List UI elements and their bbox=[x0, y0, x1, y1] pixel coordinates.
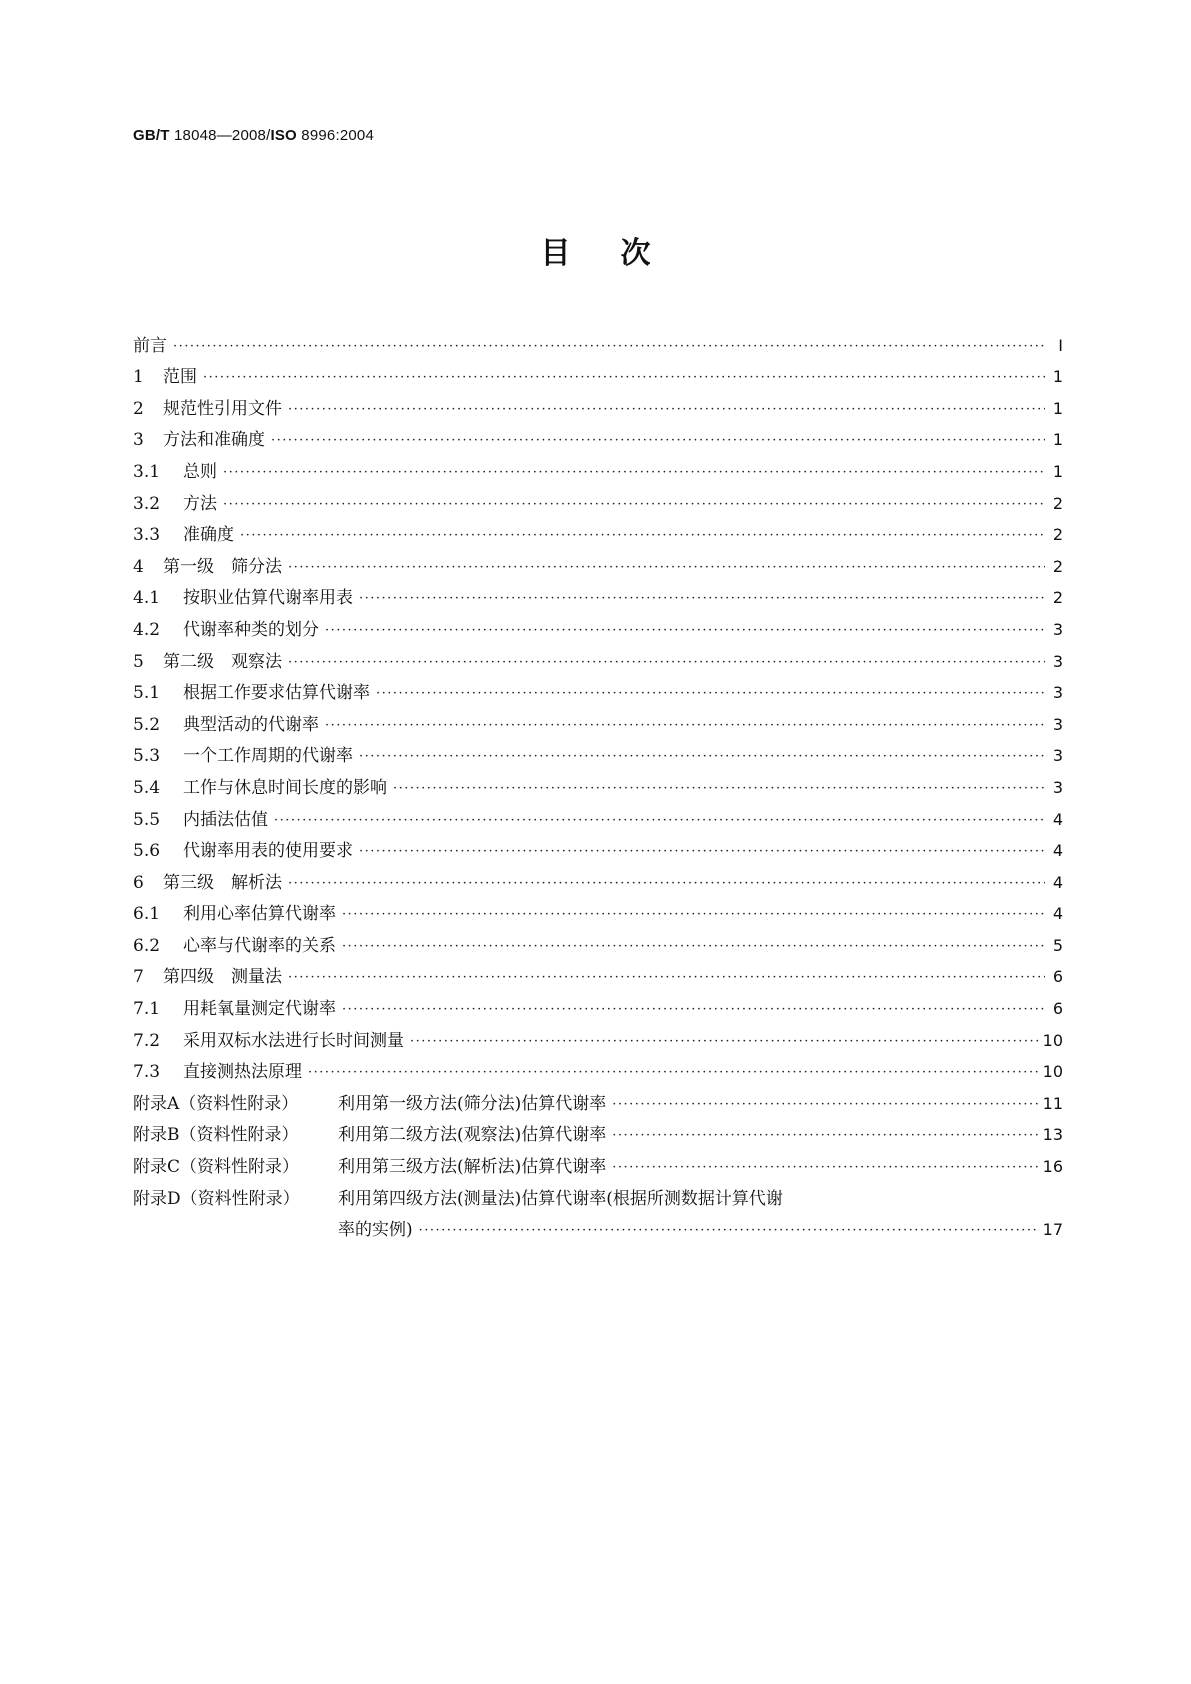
toc-leader-dots bbox=[612, 1098, 1038, 1111]
toc-entry-number: 7.3 bbox=[133, 1062, 161, 1083]
toc-entry-number: 4 bbox=[133, 556, 144, 577]
toc-entry-title: 典型活动的代谢率 bbox=[183, 714, 319, 735]
toc-entry[interactable] bbox=[133, 514, 1063, 546]
toc-entry-lead bbox=[133, 430, 265, 450]
table-of-contents bbox=[133, 324, 1063, 1240]
toc-entry[interactable] bbox=[133, 735, 1063, 767]
toc-entry-lead bbox=[133, 557, 282, 577]
toc-entry-page: 3 bbox=[1052, 714, 1063, 734]
toc-entry-number: 5.6 bbox=[133, 841, 161, 862]
toc-entry-title: 心率与代谢率的关系 bbox=[183, 935, 336, 956]
toc-entry-title: 用耗氧量测定代谢率 bbox=[183, 999, 336, 1020]
toc-entry-page: 17 bbox=[1042, 1220, 1063, 1240]
toc-entry-page: 11 bbox=[1042, 1093, 1063, 1113]
toc-entry[interactable] bbox=[133, 1051, 1063, 1083]
toc-entry-lead bbox=[133, 462, 217, 482]
toc-entry-lead bbox=[133, 873, 282, 893]
toc-entry-title: 利用第三级方法(解析法)估算代谢率 bbox=[338, 1157, 607, 1178]
toc-entry-number: 6.1 bbox=[133, 904, 161, 925]
toc-entry-lead bbox=[133, 1189, 783, 1209]
toc-entry[interactable] bbox=[133, 482, 1063, 514]
toc-entry-number: 7.2 bbox=[133, 1030, 161, 1051]
toc-entry-title: 第三级 解析法 bbox=[163, 872, 282, 893]
toc-entry-lead bbox=[133, 904, 336, 924]
standard-code-iso: ISO bbox=[270, 127, 297, 144]
toc-leader-dots bbox=[288, 403, 1045, 416]
toc-entry-lead bbox=[133, 336, 167, 356]
toc-entry[interactable] bbox=[133, 1019, 1063, 1051]
toc-leader-dots bbox=[288, 656, 1045, 669]
toc-leader-dots bbox=[223, 498, 1045, 511]
toc-entry-lead bbox=[133, 525, 234, 545]
toc-entry-page: 2 bbox=[1052, 588, 1063, 608]
toc-entry-title: 第四级 测量法 bbox=[163, 967, 282, 988]
toc-leader-dots bbox=[410, 1035, 1039, 1048]
toc-entry-page: 4 bbox=[1052, 841, 1063, 861]
toc-entry-page: 4 bbox=[1052, 872, 1063, 892]
toc-entry[interactable] bbox=[133, 387, 1063, 419]
toc-entry-number: 5.1 bbox=[133, 683, 161, 704]
toc-entry-number: 5.3 bbox=[133, 746, 161, 767]
toc-entry-page: 13 bbox=[1042, 1125, 1063, 1145]
toc-entry-number: 7.1 bbox=[133, 999, 161, 1020]
toc-leader-dots bbox=[419, 1224, 1039, 1237]
toc-leader-dots bbox=[223, 466, 1045, 479]
toc-leader-dots bbox=[342, 1003, 1045, 1016]
toc-entry-page: 2 bbox=[1052, 493, 1063, 513]
toc-entry-title: 按职业估算代谢率用表 bbox=[183, 588, 353, 609]
toc-entry[interactable] bbox=[133, 861, 1063, 893]
toc-entry-title: 准确度 bbox=[183, 525, 234, 546]
toc-leader-dots bbox=[612, 1161, 1038, 1174]
toc-entry-lead bbox=[133, 1062, 302, 1082]
toc-leader-dots bbox=[359, 592, 1045, 605]
toc-leader-dots bbox=[271, 434, 1045, 447]
toc-leader-dots bbox=[359, 750, 1045, 763]
toc-leader-dots bbox=[288, 971, 1045, 984]
toc-entry-number: 5.4 bbox=[133, 777, 161, 798]
toc-entry-appendix-d-continued[interactable] bbox=[133, 1209, 1063, 1241]
toc-entry-number: 附录D（资料性附录） bbox=[133, 1188, 300, 1209]
toc-entry[interactable] bbox=[133, 956, 1063, 988]
standard-code-number: 18048—2008/ bbox=[169, 127, 271, 144]
toc-entry-number: 3.2 bbox=[133, 493, 161, 514]
toc-entry[interactable] bbox=[133, 608, 1063, 640]
toc-entry-lead bbox=[133, 494, 217, 514]
toc-entry[interactable] bbox=[133, 577, 1063, 609]
toc-leader-dots bbox=[288, 561, 1045, 574]
toc-entry-page: 1 bbox=[1052, 398, 1063, 418]
toc-entry-page: 3 bbox=[1052, 746, 1063, 766]
toc-entry-title: 规范性引用文件 bbox=[163, 398, 282, 419]
toc-entry-lead bbox=[133, 810, 268, 830]
toc-entry-lead bbox=[133, 841, 353, 861]
toc-entry[interactable] bbox=[133, 987, 1063, 1019]
toc-entry-lead bbox=[133, 999, 336, 1019]
toc-entry-title: 根据工作要求估算代谢率 bbox=[183, 683, 370, 704]
toc-entry[interactable] bbox=[133, 324, 1063, 356]
toc-entry-title: 直接测热法原理 bbox=[183, 1062, 302, 1083]
toc-entry-number: 5.2 bbox=[133, 714, 161, 735]
toc-entry[interactable] bbox=[133, 640, 1063, 672]
toc-leader-dots bbox=[376, 687, 1045, 700]
toc-leader-dots bbox=[359, 845, 1045, 858]
toc-entry[interactable] bbox=[133, 766, 1063, 798]
toc-entry-title: 代谢率种类的划分 bbox=[183, 619, 319, 640]
toc-leader-dots bbox=[173, 340, 1045, 353]
toc-entry-page: 3 bbox=[1052, 683, 1063, 703]
toc-entry-number: 附录C（资料性附录） bbox=[133, 1157, 300, 1178]
toc-entry-page: 1 bbox=[1052, 461, 1063, 481]
standard-code-prefix: GB/T bbox=[133, 127, 170, 144]
toc-entry-number: 2 bbox=[133, 398, 144, 419]
page-title: 目次 bbox=[540, 236, 701, 271]
toc-entry-page: 1 bbox=[1052, 367, 1063, 387]
toc-entry-lead bbox=[133, 1157, 606, 1177]
standard-code-iso-number: 8996:2004 bbox=[296, 127, 374, 144]
toc-leader-dots bbox=[308, 1066, 1039, 1079]
toc-entry-lead bbox=[133, 746, 353, 766]
toc-entry-lead bbox=[133, 715, 319, 735]
toc-entry-title: 工作与休息时间长度的影响 bbox=[183, 777, 387, 798]
toc-entry-lead bbox=[133, 1125, 606, 1145]
toc-entry[interactable] bbox=[133, 830, 1063, 862]
toc-entry-title: 内插法估值 bbox=[183, 809, 268, 830]
toc-entry[interactable] bbox=[133, 419, 1063, 451]
toc-entry-page: 5 bbox=[1052, 935, 1063, 955]
toc-entry-title: 前言 bbox=[133, 335, 167, 356]
toc-entry-page: 2 bbox=[1052, 556, 1063, 576]
toc-entry-lead bbox=[133, 620, 319, 640]
toc-entry-number: 附录A（资料性附录） bbox=[133, 1093, 299, 1114]
toc-entry[interactable] bbox=[133, 1114, 1063, 1146]
toc-entry-lead bbox=[133, 588, 353, 608]
toc-entry-title: 总则 bbox=[183, 461, 217, 482]
toc-entry[interactable] bbox=[133, 924, 1063, 956]
toc-leader-dots bbox=[325, 624, 1045, 637]
toc-entry-lead bbox=[133, 936, 336, 956]
toc-entry-number: 3 bbox=[133, 430, 144, 451]
toc-entry-lead bbox=[133, 778, 387, 798]
toc-entry-number: 5 bbox=[133, 651, 144, 672]
toc-entry-title: 第一级 筛分法 bbox=[163, 556, 282, 577]
toc-entry[interactable] bbox=[133, 545, 1063, 577]
toc-entry-title: 率的实例) bbox=[338, 1220, 413, 1241]
toc-entry-title: 第二级 观察法 bbox=[163, 651, 282, 672]
toc-entry-page: 2 bbox=[1052, 525, 1063, 545]
toc-entry-lead bbox=[133, 1094, 606, 1114]
toc-entry-number: 5.5 bbox=[133, 809, 161, 830]
toc-entry-title: 范围 bbox=[163, 367, 197, 388]
toc-entry[interactable] bbox=[133, 450, 1063, 482]
toc-leader-dots bbox=[288, 877, 1045, 890]
toc-entry-number: 1 bbox=[133, 367, 144, 388]
toc-entry-title: 方法和准确度 bbox=[163, 430, 265, 451]
toc-entry-number: 3.3 bbox=[133, 525, 161, 546]
toc-entry-title: 利用心率估算代谢率 bbox=[183, 904, 336, 925]
toc-entry-title: 一个工作周期的代谢率 bbox=[183, 746, 353, 767]
toc-leader-dots bbox=[203, 371, 1045, 384]
toc-entry-page: 3 bbox=[1052, 651, 1063, 671]
toc-entry-number: 4.2 bbox=[133, 619, 161, 640]
toc-entry-page: 10 bbox=[1042, 1030, 1063, 1050]
toc-entry-title: 代谢率用表的使用要求 bbox=[183, 841, 353, 862]
toc-entry-page: 4 bbox=[1052, 904, 1063, 924]
toc-entry[interactable] bbox=[133, 356, 1063, 388]
toc-entry-page: 3 bbox=[1052, 777, 1063, 797]
toc-entry-lead bbox=[133, 652, 282, 672]
toc-entry[interactable] bbox=[133, 703, 1063, 735]
toc-leader-dots bbox=[274, 814, 1045, 827]
toc-entry-title: 采用双标水法进行长时间测量 bbox=[183, 1030, 404, 1051]
toc-entry[interactable] bbox=[133, 672, 1063, 704]
toc-entry[interactable] bbox=[133, 798, 1063, 830]
toc-leader-dots bbox=[325, 719, 1045, 732]
toc-entry-number: 6 bbox=[133, 872, 144, 893]
toc-entry-page: 4 bbox=[1052, 809, 1063, 829]
toc-leader-dots bbox=[342, 940, 1045, 953]
standard-code bbox=[133, 127, 374, 144]
toc-leader-dots bbox=[240, 529, 1045, 542]
toc-entry-number: 4.1 bbox=[133, 588, 161, 609]
toc-entry-page: 10 bbox=[1042, 1062, 1063, 1082]
toc-entry-lead bbox=[133, 967, 282, 987]
toc-entry-page: 3 bbox=[1052, 619, 1063, 639]
toc-entry-appendix-d[interactable] bbox=[133, 1177, 1063, 1209]
toc-entry-number: 3.1 bbox=[133, 461, 161, 482]
toc-leader-dots bbox=[612, 1129, 1038, 1142]
toc-entry-lead bbox=[133, 399, 282, 419]
toc-entry-lead bbox=[133, 1031, 404, 1051]
toc-entry[interactable] bbox=[133, 1145, 1063, 1177]
toc-entry-page: 16 bbox=[1042, 1157, 1063, 1177]
toc-entry-lead bbox=[133, 1220, 413, 1240]
toc-entry-number: 附录B（资料性附录） bbox=[133, 1125, 299, 1146]
toc-leader-dots bbox=[342, 908, 1045, 921]
toc-entry-page: 6 bbox=[1052, 967, 1063, 987]
toc-entry-page: 6 bbox=[1052, 999, 1063, 1019]
toc-entry-lead bbox=[133, 683, 370, 703]
toc-entry-number: 6.2 bbox=[133, 935, 161, 956]
toc-entry[interactable] bbox=[133, 1082, 1063, 1114]
toc-entry[interactable] bbox=[133, 893, 1063, 925]
toc-entry-lead bbox=[133, 367, 197, 387]
toc-entry-title: 利用第二级方法(观察法)估算代谢率 bbox=[338, 1125, 607, 1146]
toc-entry-title: 利用第四级方法(测量法)估算代谢率(根据所测数据计算代谢 bbox=[338, 1188, 783, 1209]
toc-entry-title: 方法 bbox=[183, 493, 217, 514]
toc-entry-number: 7 bbox=[133, 967, 144, 988]
toc-entry-page: 1 bbox=[1052, 430, 1063, 450]
toc-leader-dots bbox=[393, 782, 1045, 795]
toc-entry-title: 利用第一级方法(筛分法)估算代谢率 bbox=[338, 1093, 607, 1114]
toc-entry-page: Ⅰ bbox=[1058, 335, 1063, 355]
